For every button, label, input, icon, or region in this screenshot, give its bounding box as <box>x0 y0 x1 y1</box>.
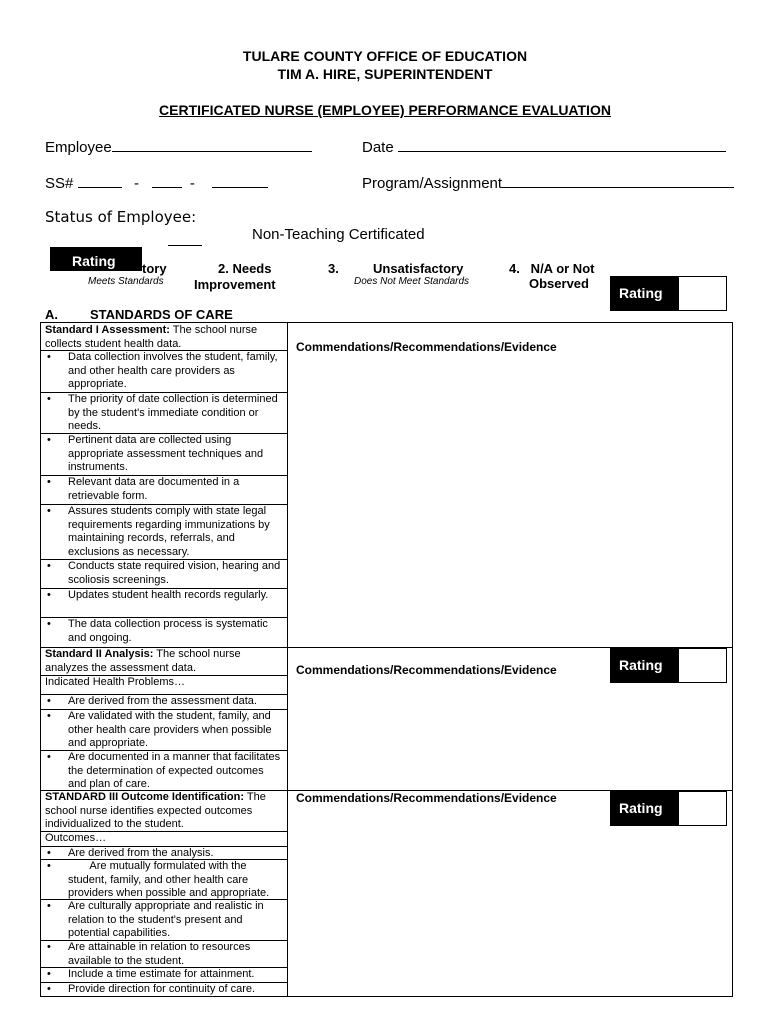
ss-label: SS# <box>45 175 74 192</box>
list-item: • Are attainable in relation to resources available to the student. <box>40 940 288 968</box>
rating-box-top[interactable] <box>610 276 727 311</box>
standard-1-cre-label: Commendations/Recommendations/Evidence <box>296 340 557 354</box>
employee-input[interactable] <box>112 137 312 152</box>
ss-dash-1: - <box>134 175 140 192</box>
ss-input-1[interactable] <box>78 173 122 188</box>
date-input[interactable] <box>398 137 726 152</box>
list-item: • Conducts state required vision, hearing and scoliosis screenings. <box>40 559 288 589</box>
date-label: Date <box>362 139 394 156</box>
list-item: • Include a time estimate for attainment. <box>40 967 288 983</box>
list-item: • Are culturally appropriate and realistic in relation to the student's present and potential capabilities. <box>40 899 288 941</box>
standard-3-title: STANDARD III Outcome Identification: <box>45 791 245 803</box>
section-title: STANDARDS OF CARE <box>90 307 233 322</box>
standard-3-cre-label: Commendations/Recommendations/Evidence <box>296 791 557 805</box>
program-field <box>362 173 734 192</box>
scale-3-label: Unsatisfactory <box>373 261 464 276</box>
list-item: • Are documented in a manner that facilitates the determination of expected outcomes and plan of care. <box>40 750 288 791</box>
ss-input-2[interactable] <box>152 173 182 188</box>
section-letter: A. <box>45 307 58 322</box>
scale-1-sub: Meets Standards <box>88 276 164 287</box>
scale-2-label-2: Improvement <box>194 277 276 292</box>
list-item: • Are mutually formulated with the student, family, and other health care providers when possible and appropriate. <box>40 859 288 900</box>
standard-3-rating-label: Rating <box>611 792 679 825</box>
org-name: TULARE COUNTY OFFICE OF EDUCATION <box>242 48 528 64</box>
scale-3-num: 3. <box>328 261 339 276</box>
status-label: Status of Employee: <box>45 208 197 226</box>
list-item: • Relevant data are documented in a retrievable form. <box>40 475 288 505</box>
program-label: Program/Assignment <box>362 175 503 192</box>
ss-input-3[interactable] <box>212 173 268 188</box>
list-item: • The priority of date collection is determined by the student's immediate condition or needs. <box>40 392 288 434</box>
standard-3-heading <box>40 790 288 832</box>
date-field <box>362 137 726 156</box>
standard-3-subheading: Outcomes… <box>40 831 288 847</box>
standard-2-description: The school nurse analyzes the assessment data. <box>45 648 241 674</box>
scale-4-label-2: Observed <box>529 276 589 291</box>
list-item: • Provide direction for continuity of care. <box>40 982 288 997</box>
standard-3-rating-box[interactable] <box>610 791 727 826</box>
standard-2-cre-label: Commendations/Recommendations/Evidence <box>296 663 557 677</box>
form-title: CERTIFICATED NURSE (EMPLOYEE) PERFORMANCE EVALUATION <box>159 102 611 118</box>
list-item: • Updates student health records regularly. <box>40 588 288 618</box>
employee-label: Employee <box>45 139 112 156</box>
scale-1-label: tory <box>142 261 167 276</box>
rating-tab-label: Rating <box>72 253 116 269</box>
list-item: • Are derived from the assessment data. <box>40 694 288 710</box>
status-input[interactable] <box>168 231 202 246</box>
rating-box-label: Rating <box>611 277 679 310</box>
list-item: • Pertinent data are collected using appropriate assessment techniques and instruments. <box>40 433 288 476</box>
scale-4-label-1: 4. N/A or Not <box>509 261 595 276</box>
standard-1-heading <box>40 322 288 351</box>
standard-2-title: Standard II Analysis: <box>45 648 154 660</box>
standard-1-description: The school nurse collects student health data. <box>45 324 258 350</box>
standard-1-title: Standard I Assessment: <box>45 324 170 336</box>
ss-dash-2: - <box>189 175 195 192</box>
employee-field <box>45 137 312 156</box>
scale-3-sub: Does Not Meet Standards <box>354 276 470 287</box>
list-item: • Assures students comply with state legal requirements regarding immunizations by maintaining records, referrals, and exclusions as necessary. <box>40 504 288 560</box>
superintendent-name: TIM A. HIRE, SUPERINTENDENT <box>277 66 493 82</box>
ss-field <box>45 173 268 192</box>
status-option: Non-Teaching Certificated <box>252 226 425 243</box>
standard-2-rating-box[interactable] <box>610 648 727 683</box>
standard-3-description: The school nurse identifies expected outcomes individualized to the student. <box>45 791 266 830</box>
scale-2-label-1: 2. Needs <box>218 261 272 276</box>
list-item: • Are validated with the student, family, and other health care providers when possible and appropriate. <box>40 709 288 751</box>
list-item: • Data collection involves the student, family, and other health care providers as appropriate. <box>40 350 288 393</box>
standard-2-rating-label: Rating <box>611 649 679 682</box>
standard-2-heading <box>40 647 288 676</box>
standard-2-subheading: Indicated Health Problems… <box>40 675 288 695</box>
list-item: • Are derived from the analysis. <box>40 846 288 860</box>
list-item: • The data collection process is systematic and ongoing. <box>40 617 288 648</box>
program-input[interactable] <box>502 173 734 188</box>
